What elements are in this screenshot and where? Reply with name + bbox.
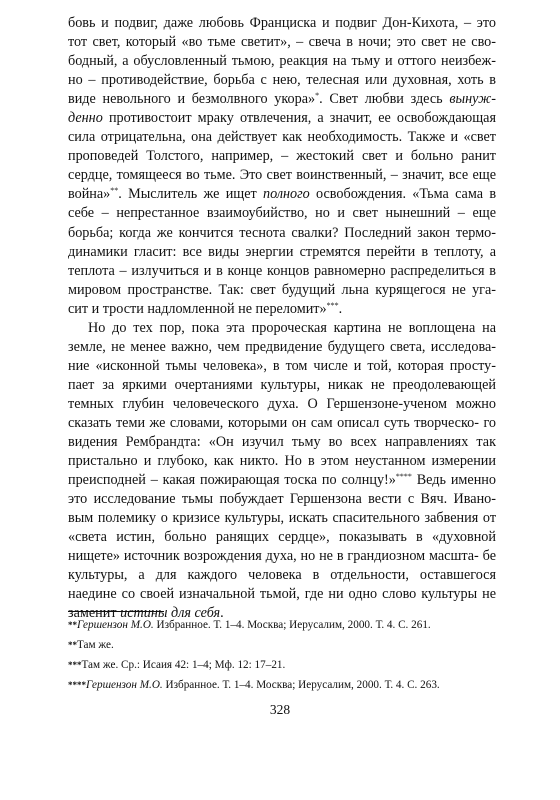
text-line: сердце, томящееся во тьме. Это свет воинственный, – значит, все <box>68 167 469 184</box>
emphasis: полного <box>263 186 310 203</box>
text-line: пристально и глубоко, как никто. Но в этом неустанном измерении <box>68 453 496 470</box>
footnote-item <box>68 655 508 675</box>
paragraph-1 <box>68 14 496 319</box>
text-line: виде невольного и безмолвного укора» <box>68 91 316 108</box>
text-line: сказать теми же словами, которыми он сам описал суть творческо- <box>68 414 479 431</box>
text-line: бовь и подвиг, даже любовь Франциска и подвиг Дон-Кихота, – это <box>68 15 496 31</box>
text-fragment: . <box>220 605 224 622</box>
text-fragment: . <box>338 300 343 317</box>
text-line: в мировом пространстве. Так: свет будущий льна курящегося не уга- <box>68 262 496 298</box>
footnote-item <box>68 635 508 655</box>
text-line: но – противодействие, борьба с нею, телесная или духовная, хоть в <box>68 72 496 89</box>
text-line: от «света истин, больно ранящих сердце», показывать в «духовной <box>68 510 497 546</box>
text-line: Но до тех пор, пока эта пророческая картина не воплощена на <box>88 319 496 336</box>
footnote-ref: * <box>315 91 320 101</box>
paragraph-2 <box>68 319 496 624</box>
text-line: теплота – излучиться и в конце концов равномерно распределиться <box>68 262 485 279</box>
text-fragment: . Мыслитель же ищет <box>118 186 263 203</box>
footnote-text: Там же. Ср.: Исаия 42: 1–4; Мф. 12: 17–21. <box>81 659 286 671</box>
footnote-item <box>68 675 508 695</box>
footnotes <box>68 615 508 695</box>
text-line: го видения Рембрандта: «Он изучил тьму во всех направлениях так <box>68 414 496 451</box>
text-fragment: сит и трости надломленной не переломит» <box>68 300 327 317</box>
footnote-mark: *** <box>68 660 82 670</box>
text-line: в себе – непрестанное взаимоубийство, но и свет нынешний – еще <box>68 186 497 222</box>
footnote-text: Избранное. Т. 1–4. Москва; Иерусалим, 2000. Т. 4. С. 261. <box>153 619 431 631</box>
text-line: динамики гласит: все виды энергии стремятся перейти в теплоту, а <box>68 243 496 260</box>
text-fragment: преисподней – какая пожирающая тоска по солнцу!» <box>68 472 396 489</box>
text-line: тот свет, который «во тьме светит», – свеча в ночи; это свет не сво- <box>68 34 496 51</box>
footnote-ref: ** <box>110 186 119 196</box>
footnote-mark: **** <box>68 680 86 690</box>
text-fragment: . Свет любви здесь <box>319 91 450 108</box>
text-line: ние «исконной тьмы человека», в том числе и той, которая просту- <box>68 357 496 374</box>
text-line: бе культуры, а для каждого человека в отдельности, оставшегося <box>68 548 497 584</box>
footnote-item <box>68 615 508 635</box>
text-fragment: еще война» <box>68 167 496 203</box>
text-line: борьба; когда же кончится теснота свалки? Последний закон термо- <box>68 224 496 241</box>
text-line: земле, не менее важно, чем предвидение будущего света, исследова- <box>68 338 496 355</box>
main-text <box>68 14 496 624</box>
footnote-divider <box>68 611 164 612</box>
footnote-author: Гершензон М.О. <box>77 619 154 631</box>
footnote-author: Гершензон М.О. <box>86 679 163 691</box>
text-line: сила отрицательна, она действует как необходимость. Также и «свет <box>68 129 496 146</box>
text-fragment: освобождения. «Тьма сама <box>309 186 484 203</box>
footnote-mark: ** <box>68 640 77 650</box>
text-line: проповедей Толстого, например, – жестокий свет и больно ранит <box>68 148 496 165</box>
page-number: 328 <box>269 702 291 717</box>
footnote-mark: ** <box>68 620 77 630</box>
text-line: бодный, а обусловленный тьмою, реакция на тьму и оттого неизбеж- <box>68 53 496 70</box>
text-line: темных глубин человеческого духа. О Гершензоне-ученом можно <box>68 395 496 412</box>
text-line: вым полемику о кризисе культуры, искать спасительного забвения <box>68 510 479 527</box>
text-line: это исследование тьмы побуждает Гершензона вести с Вяч. Ивано- <box>68 491 496 508</box>
text-line: наедине со своей изначальной тьмой, где ни одно слово культуры не <box>68 586 496 603</box>
emphasis: вынуж- <box>449 91 496 108</box>
text-line: пает за яркими очертаниями культуры, никак не преодолевающей <box>68 376 496 393</box>
text-fragment: противостоит мраку отвлечения, а значит, ее освобождающая <box>102 110 496 127</box>
footnote-ref: **** <box>395 472 412 482</box>
text-line: нищете» источник возрождения духа, но не в грандиозном масшта- <box>68 548 479 565</box>
footnote-text: Там же. <box>77 639 114 651</box>
footnote-ref: *** <box>326 300 339 310</box>
emphasis: денно <box>68 110 103 127</box>
text-fragment: Ведь именно <box>411 472 496 489</box>
text-fragment: заменит <box>68 605 121 622</box>
footnote-text: Избранное. Т. 1–4. Москва; Иерусалим, 2000. Т. 4. С. 263. <box>162 679 440 691</box>
emphasis: истины для себя <box>120 605 221 622</box>
